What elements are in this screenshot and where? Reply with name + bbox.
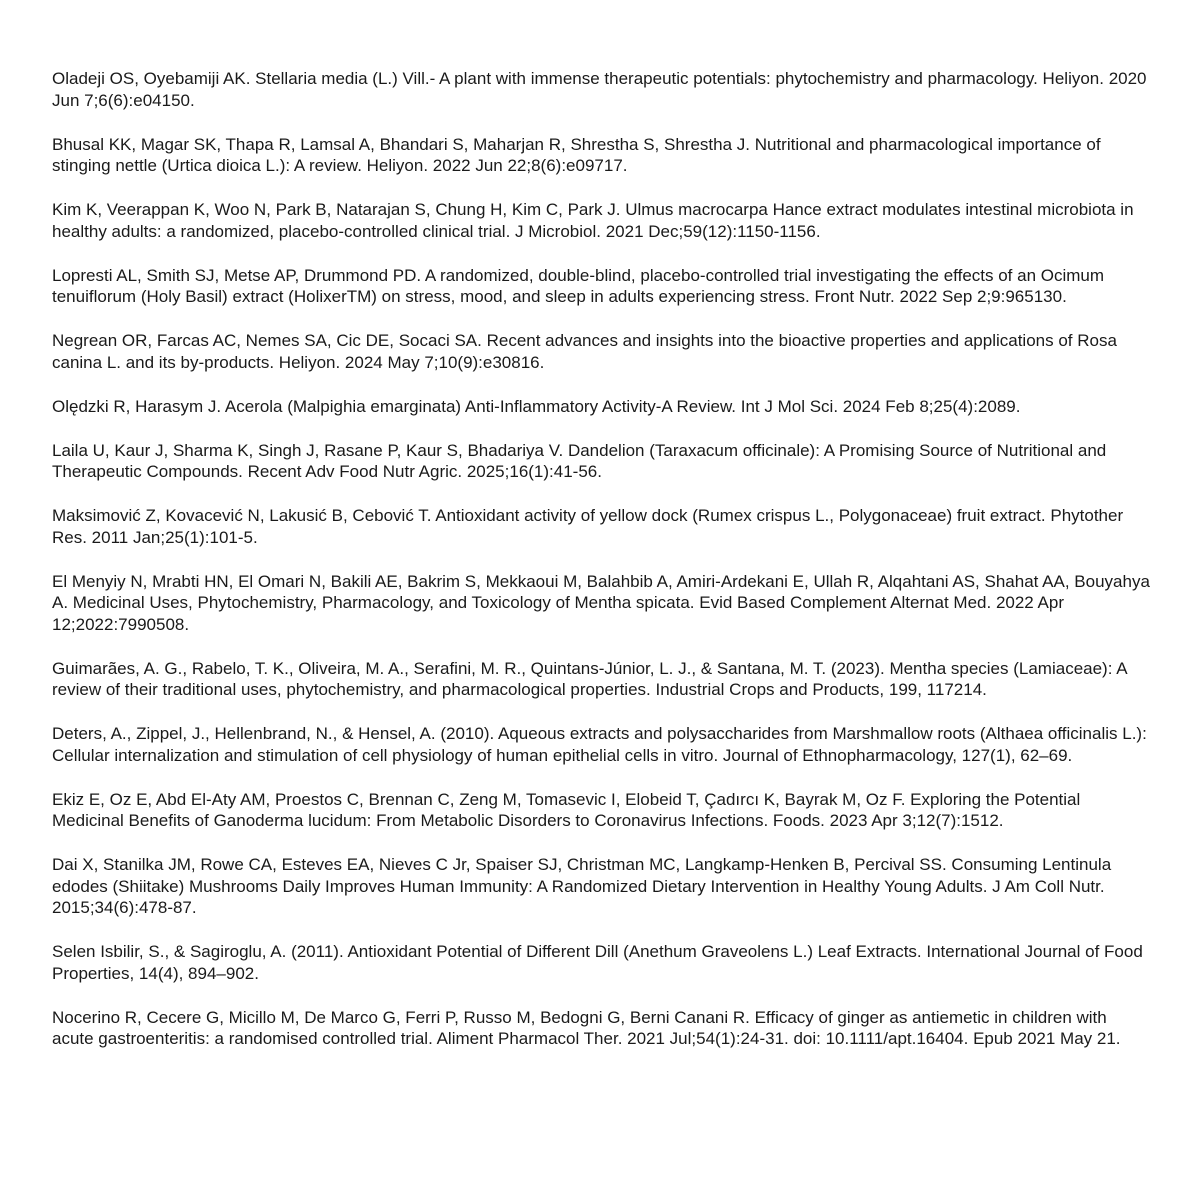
reference-item: Laila U, Kaur J, Sharma K, Singh J, Rasane P, Kaur S, Bhadariya V. Dandelion (Taraxacum officinale): A Promising Source of Nutritional and Therapeutic Compounds. Recent Adv Food Nutr Agric. 2025;16(1):41-56. xyxy=(52,440,1107,481)
reference-item: Deters, A., Zippel, J., Hellenbrand, N., & Hensel, A. (2010). Aqueous extracts and polysaccharides from Marshmallow roots (Althaea officinalis L.): Cellular internalization and stimulation of cell physiology of human epithelial cells in vitro. Journal of Ethnopharmacology, 127(1), 62–69. xyxy=(52,724,1147,765)
reference-item: Ekiz E, Oz E, Abd El-Aty AM, Proestos C, Brennan C, Zeng M, Tomasevic I, Elobeid T, Çadırcı K, Bayrak M, Oz F. Exploring the Potential Medicinal Benefits of Ganoderma lucidum: From Metabolic Disorders to Coronavirus Infections. Foods. 2023 Apr 3;12(7):1512. xyxy=(52,789,1081,830)
reference-item: El Menyiy N, Mrabti HN, El Omari N, Bakili AE, Bakrim S, Mekkaoui M, Balahbib A, Amiri-Ardekani E, Ullah R, Alqahtani AS, Shahat AA, Bouyahya A. Medicinal Uses, Phytochemistry, Pharmacology, and Toxicology of Mentha spicata. Evid Based Complement Alternat Med. 2022 Apr 12;2022:7990508. xyxy=(52,571,1150,634)
reference-item: Nocerino R, Cecere G, Micillo M, De Marco G, Ferri P, Russo M, Bedogni G, Berni Canani R. Efficacy of ginger as antiemetic in children with acute gastroenteritis: a randomised controlled trial. Aliment Pharmacol Ther. 2021 Jul;54(1):24-31. doi: 10.1111/apt.16404. Epub 2021 May 21. xyxy=(52,1007,1121,1048)
reference-item: Negrean OR, Farcas AC, Nemes SA, Cic DE, Socaci SA. Recent advances and insights into the bioactive properties and applications of Rosa canina L. and its by-products. Heliyon. 2024 May 7;10(9):e30816. xyxy=(52,331,1117,372)
reference-item: Dai X, Stanilka JM, Rowe CA, Esteves EA, Nieves C Jr, Spaiser SJ, Christman MC, Langkamp-Henken B, Percival SS. Consuming Lentinula edodes (Shiitake) Mushrooms Daily Improves Human Immunity: A Randomized Dietary Intervention in Healthy Young Adults. J Am Coll Nutr. 2015;34(6):478-87. xyxy=(52,855,1112,917)
reference-list xyxy=(52,68,1152,1072)
reference-item: Lopresti AL, Smith SJ, Metse AP, Drummond PD. A randomized, double-blind, placebo-controlled trial investigating the effects of an Ocimum tenuiflorum (Holy Basil) extract (HolixerTM) on stress, mood, and sleep in adults experiencing stress. Front Nutr. 2022 Sep 2;9:965130. xyxy=(52,265,1105,306)
reference-item: Maksimović Z, Kovacević N, Lakusić B, Cebović T. Antioxidant activity of yellow dock (Rumex crispus L., Polygonaceae) fruit extract. Phytother Res. 2011 Jan;25(1):101-5. xyxy=(52,506,1124,547)
reference-item: Olędzki R, Harasym J. Acerola (Malpighia emarginata) Anti-Inflammatory Activity-A Review. Int J Mol Sci. 2024 Feb 8;25(4):2089. xyxy=(52,396,1021,416)
reference-item: Selen Isbilir, S., & Sagiroglu, A. (2011). Antioxidant Potential of Different Dill (Anethum Graveolens L.) Leaf Extracts. International Journal of Food Properties, 14(4), 894–902. xyxy=(52,942,1143,983)
reference-item: Kim K, Veerappan K, Woo N, Park B, Natarajan S, Chung H, Kim C, Park J. Ulmus macrocarpa Hance extract modulates intestinal microbiota in healthy adults: a randomized, placebo-controlled clinical trial. J Microbiol. 2021 Dec;59(12):1150-1156. xyxy=(52,200,1134,241)
reference-item: Oladeji OS, Oyebamiji AK. Stellaria media (L.) Vill.- A plant with immense therapeutic potentials: phytochemistry and pharmacology. Heliyon. 2020 Jun 7;6(6):e04150. xyxy=(52,69,1147,110)
reference-item: Guimarães, A. G., Rabelo, T. K., Oliveira, M. A., Serafini, M. R., Quintans-Júnior, L. J., & Santana, M. T. (2023). Mentha species (Lamiaceae): A review of their traditional uses, phytochemistry, and pharmacological properties. Industrial Crops and Products, 199, 117214. xyxy=(52,658,1127,699)
reference-item: Bhusal KK, Magar SK, Thapa R, Lamsal A, Bhandari S, Maharjan R, Shrestha S, Shrestha J. Nutritional and pharmacological importance of stinging nettle (Urtica dioica L.): A review. Heliyon. 2022 Jun 22;8(6):e09717. xyxy=(52,134,1101,175)
